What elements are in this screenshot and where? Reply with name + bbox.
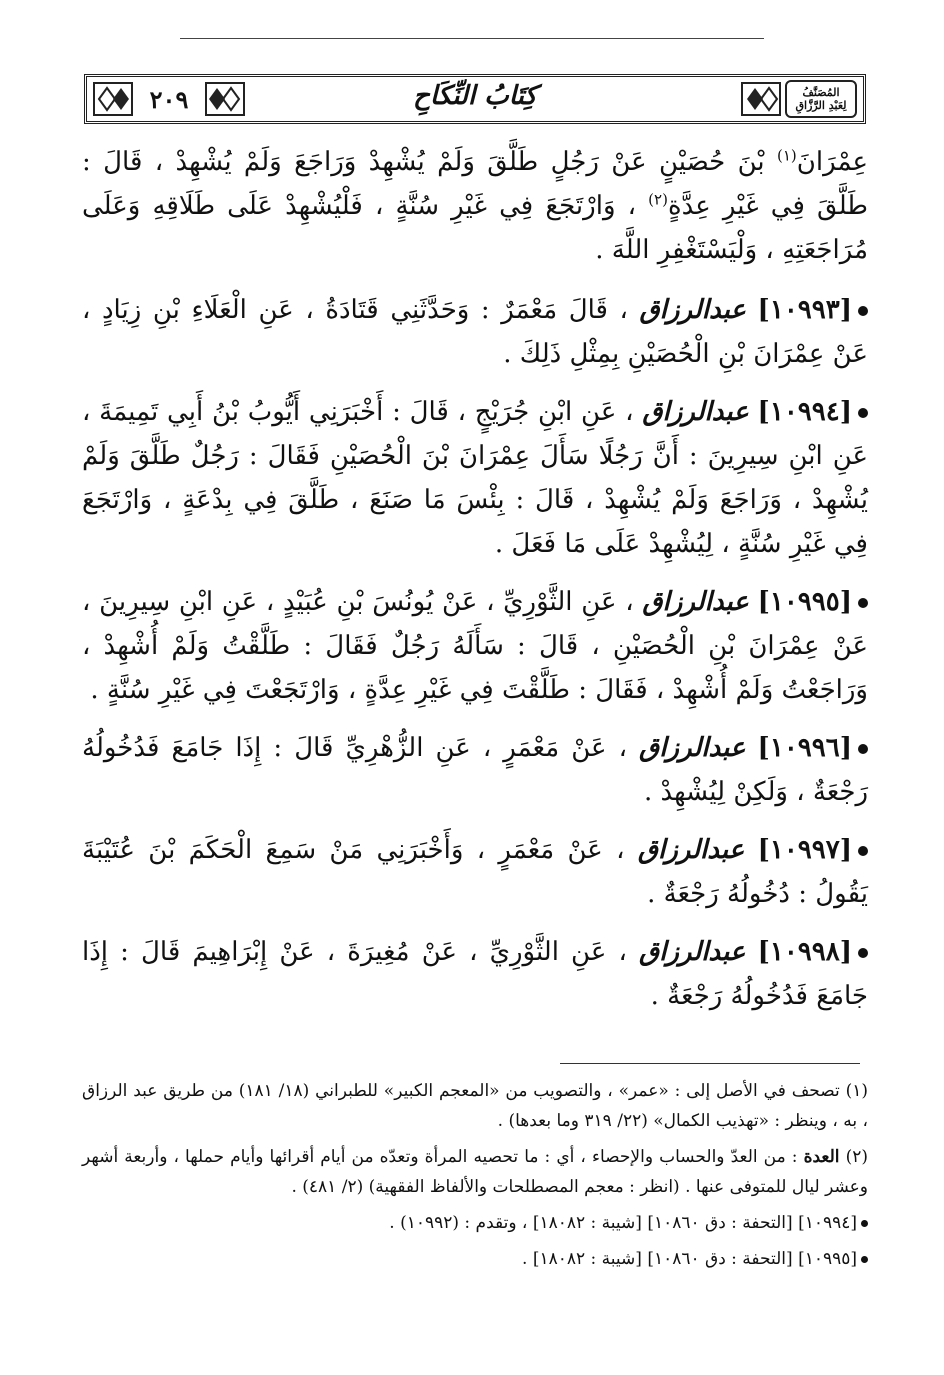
hadith-text: ، عَنِ الثَّوْرِيِّ ، عَنْ يُونُسَ بْنِ عُبَيْدٍ ، عَنِ ابْنِ سِيرِينَ ، عَنْ عِمْرَانَ بْنِ الْحُصَيْنِ ، قَالَ : سَأَلَهُ رَجُلٌ فَقَالَ : طَلَّقْتُ وَلَمْ أُشْهِدْ ، وَرَاجَعْتُ وَلَمْ أُشْهِدْ ، فَقَالَ : طَلَّقْتَ فِي غَيْرِ عِدَّةٍ ، وَارْتَجَعْتَ فِي غَيْرِ سُنَّةٍ . <box>82 587 868 705</box>
hadith-paragraph <box>82 288 868 376</box>
footnote-2 <box>82 1142 868 1202</box>
hadith-text: ، قَالَ مَعْمَرٌ : وَحَدَّثَنِي قَتَادَةُ ، عَنِ الْعَلَاءِ بْنِ زِيَادٍ ، عَنْ عِمْرَانَ بْنِ الْحُصَيْنِ بِمِثْلِ ذَلِكَ . <box>82 295 868 369</box>
ornament-icon <box>741 82 781 116</box>
title-underline <box>180 38 764 39</box>
page-number: ٢٠٩ <box>149 84 189 114</box>
hadith-number: [١٠٩٩٧] <box>757 835 853 865</box>
continuation-text-a: عِمْرَانَ <box>796 147 868 177</box>
hadith-text: ، عَنْ مَعْمَرٍ ، عَنِ الزُّهْرِيِّ قَالَ : إِذَا جَامَعَ فَدُخُولُهُ رَجْعَةٌ ، وَلَكِنْ لِيُشْهِدْ . <box>82 733 868 807</box>
book-logo <box>785 80 857 118</box>
footnote-marker: (٢) <box>845 1147 868 1167</box>
hadith-text: ، عَنْ مَعْمَرٍ ، وَأَخْبَرَنِي مَنْ سَمِعَ الْحَكَمَ بْنَ عُتَيْبَةَ يَقُولُ : دُخُولُهُ رَجْعَةٌ . <box>82 835 868 909</box>
footnote-marker: (١) <box>845 1081 869 1101</box>
continuation-paragraph <box>82 140 868 272</box>
hadith-text: ، عَنِ ابْنِ جُرَيْجٍ ، قَالَ : أَخْبَرَنِي أَيُّوبُ بْنُ أَبِي تَمِيمَةَ ، عَنِ ابْنِ سِيرِينَ : أَنَّ رَجُلًا سَأَلَ عِمْرَانَ بْنَ الْحُصَيْنِ فَقَالَ : رَجُلٌ طَلَّقَ وَلَمْ يُشْهِدْ ، وَرَاجَعَ وَلَمْ يُشْهِدْ ، قَالَ : بِئْسَ مَا صَنَعَ ، طَلَّقَ فِي بِدْعَةٍ ، وَارْتَجَعَ فِي غَيْرِ سُنَّةٍ ، لِيُشْهِدْ عَلَى مَا فَعَلَ . <box>82 397 868 559</box>
reference-text: [١٠٩٩٤] [التحفة : دق ١٠٨٦٠] [شيبة : ١٨٠٨٢] ، وتقدم : (١٠٩٩٢) . <box>389 1213 857 1233</box>
hadith-paragraph <box>82 390 868 566</box>
continuation-text-b: بْنَ حُصَيْنٍ عَنْ رَجُلٍ طَلَّقَ وَلَمْ يُشْهِدْ وَرَاجَعَ وَلَمْ يُشْهِدْ ، قَالَ : طَلَّقَ فِي غَيْرِ عِدَّةٍ <box>82 147 868 221</box>
hadith-narrator: عبدالرزاق <box>638 937 746 967</box>
hadith-paragraph <box>82 930 868 1018</box>
ornament-icon <box>205 82 245 116</box>
hadith-paragraph <box>82 580 868 712</box>
footnote-reference <box>82 1244 868 1274</box>
reference-text: [١٠٩٩٥] [التحفة : دق ١٠٨٦٠] [شيبة : ١٨٠٨٢] . <box>522 1249 857 1269</box>
hadith-number: [١٠٩٩٥] <box>757 587 853 617</box>
footnotes <box>82 1076 868 1280</box>
hadith-text: ، عَنِ الثَّوْرِيِّ ، عَنْ مُغِيرَةَ ، عَنْ إِبْرَاهِيمَ قَالَ : إِذَا جَامَعَ فَدُخُولُهُ رَجْعَةٌ . <box>82 937 868 1011</box>
logo-line-1: المُصَنَّفُ <box>802 86 840 99</box>
footnote-1 <box>82 1076 868 1136</box>
ornament-icon <box>93 82 133 116</box>
bullet-icon <box>858 744 868 754</box>
hadith-narrator: عبدالرزاق <box>642 397 749 427</box>
hadith-narrator: عبدالرزاق <box>639 295 746 325</box>
book-logo-block <box>741 80 857 118</box>
continuation-text-c: ، وَارْتَجَعَ فِي غَيْرِ سُنَّةٍ ، فَلْيُشْهِدْ عَلَى طَلَاقِهِ وَعَلَى مُرَاجَعَتِهِ ، وَلْيَسْتَغْفِرِ اللَّهَ . <box>82 191 868 265</box>
footnote-text: : من العدّ والحساب والإحصاء ، أي : ما تحصيه المرأة وتعدّه من أيام أقرائها وأيام حملها ، وأربعة أشهر وعشر ليال للمتوفى عنها . (انظر : معجم المصطلحات والألفاظ الفقهية) (٢/ ٤٨١) . <box>82 1147 868 1197</box>
footnote-ref-1: (١) <box>777 146 797 165</box>
bullet-icon <box>858 306 868 316</box>
page-number-block <box>93 80 245 118</box>
hadith-number: [١٠٩٩٦] <box>757 733 852 763</box>
footnote-term: العدة <box>803 1147 840 1167</box>
chapter-title: كِتَابُ النِّكَاحِ <box>413 81 537 111</box>
hadith-number: [١٠٩٩٣] <box>757 295 852 325</box>
footnote-reference <box>82 1208 868 1238</box>
bullet-icon <box>861 1256 868 1263</box>
bullet-icon <box>861 1220 868 1227</box>
page-header <box>84 74 866 124</box>
hadith-paragraph <box>82 828 868 916</box>
bullet-icon <box>858 948 868 958</box>
bullet-icon <box>858 598 868 608</box>
hadith-narrator: عبدالرزاق <box>637 835 745 865</box>
bullet-icon <box>858 408 868 418</box>
main-text <box>82 140 868 1032</box>
footnote-ref-2: (٢) <box>648 190 668 209</box>
logo-line-2: لِعَبْدِ الرَّزَّاقِ <box>795 99 847 112</box>
hadith-number: [١٠٩٩٨] <box>757 937 853 967</box>
hadith-paragraph <box>82 726 868 814</box>
footnote-divider <box>560 1063 860 1064</box>
bullet-icon <box>858 846 868 856</box>
hadith-narrator: عبدالرزاق <box>639 733 746 763</box>
footnote-text: تصحف في الأصل إلى : «عمر» ، والتصويب من «المعجم الكبير» للطبراني (١٨/ ١٨١) من طريق عبد الرزاق ، به ، وينظر : «تهذيب الكمال» (٢٢/ ٣١٩ وما بعدها) . <box>82 1081 868 1131</box>
hadith-narrator: عبدالرزاق <box>642 587 749 617</box>
hadith-number: [١٠٩٩٤] <box>757 397 852 427</box>
